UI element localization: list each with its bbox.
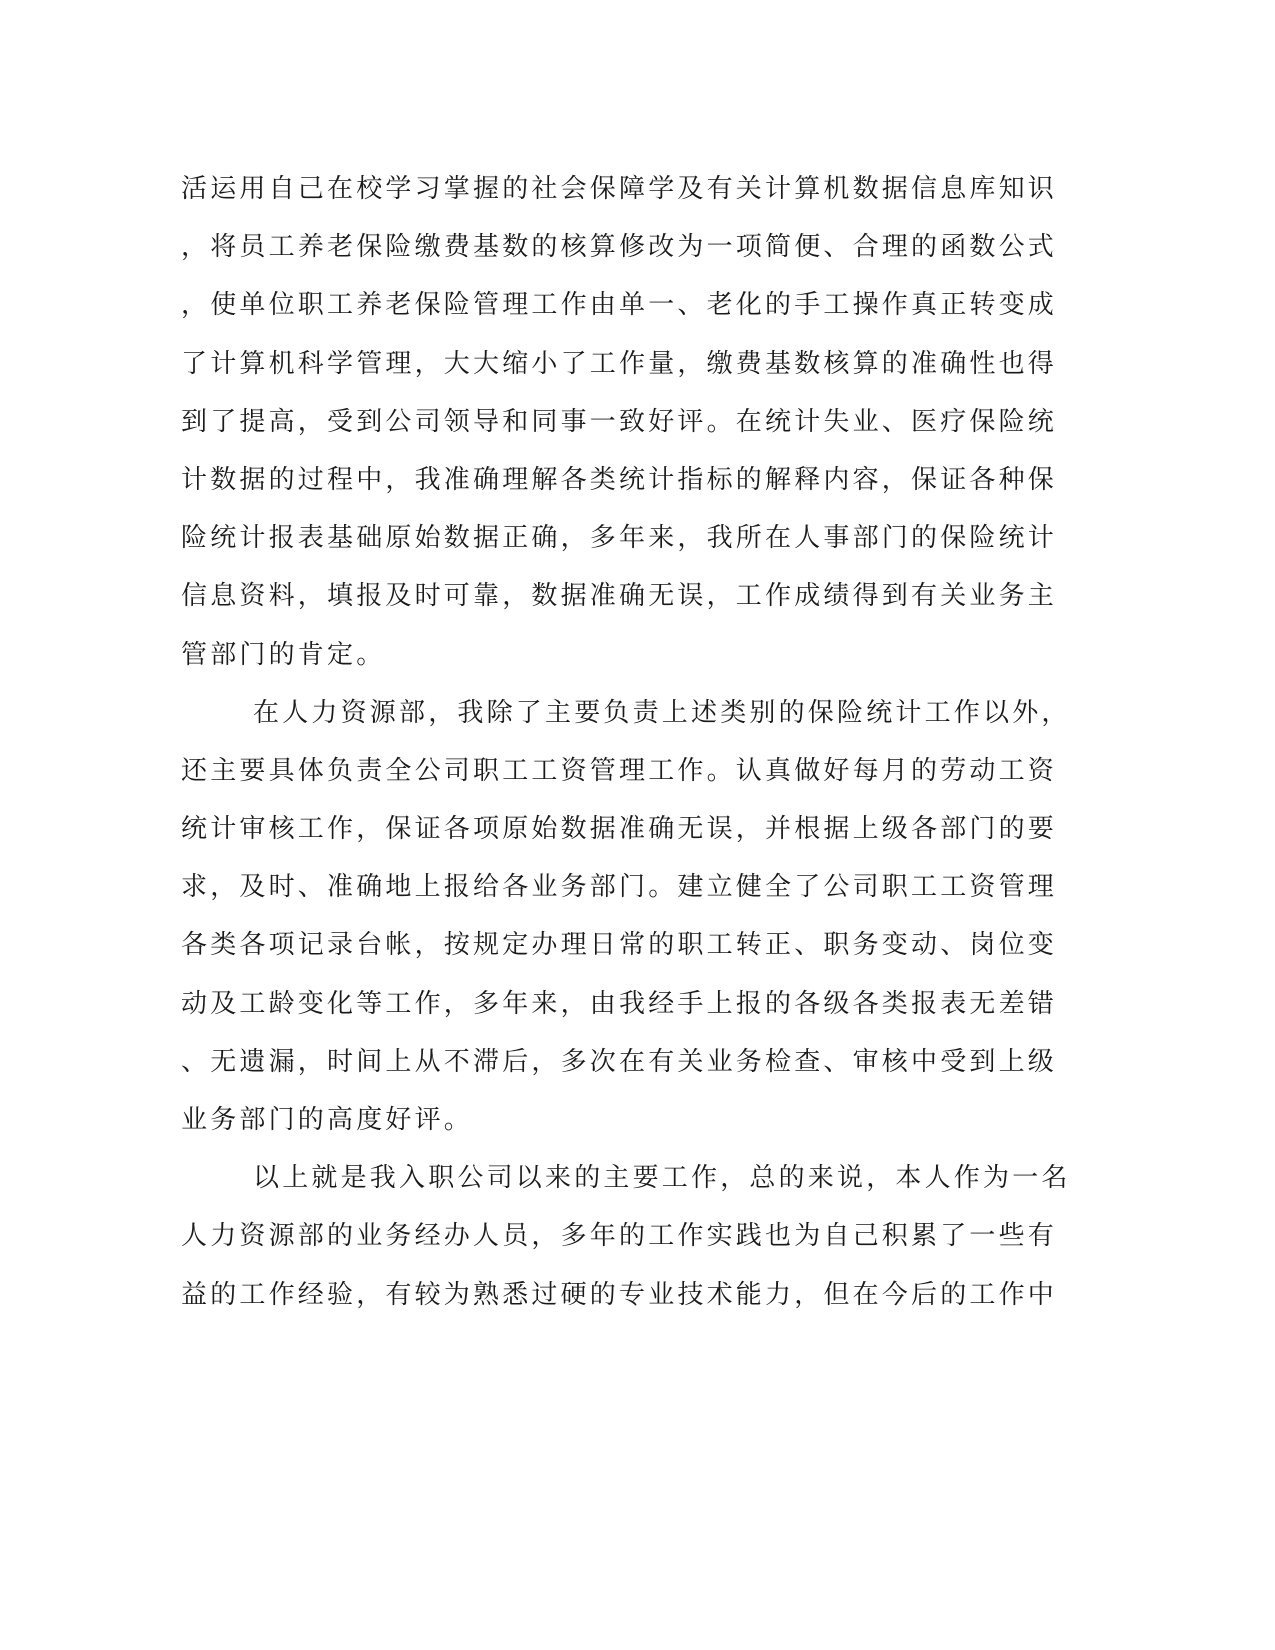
paragraph-start-line: 在人力资源部，我除了主要负责上述类别的保险统计工作以外， — [253, 697, 1071, 728]
text-line: 计数据的过程中，我准确理解各类统计指标的解释内容，保证各种保 — [181, 464, 1058, 495]
body-text — [181, 160, 1071, 1324]
text-line: 活运用自己在校学习掌握的社会保障学及有关计算机数据信息库知识 — [181, 174, 1058, 204]
text-line: 、无遗漏，时间上从不滞后，多次在有关业务检查、审核中受到上级 — [181, 1046, 1058, 1077]
text-line: 求，及时、准确地上报给各业务部门。建立健全了公司职工工资管理 — [181, 872, 1058, 903]
paragraph-start-line: 以上就是我入职公司以来的主要工作，总的来说，本人作为一名 — [253, 1163, 1071, 1194]
text-line: 信息资料，填报及时可靠，数据准确无误，工作成绩得到有关业务主 — [181, 581, 1058, 612]
text-line: 业务部门的高度好评。 — [181, 1105, 474, 1135]
text-line: 了计算机科学管理，大大缩小了工作量，缴费基数核算的准确性也得 — [181, 348, 1058, 379]
text-line: 各类各项记录台帐，按规定办理日常的职工转正、职务变动、岗位变 — [181, 930, 1058, 961]
text-line: 到了提高，受到公司领导和同事一致好评。在统计失业、医疗保险统 — [181, 406, 1058, 437]
text-line: 人力资源部的业务经办人员，多年的工作实践也为自己积累了一些有 — [181, 1221, 1058, 1252]
text-line: 险统计报表基础原始数据正确，多年来，我所在人事部门的保险统计 — [181, 523, 1058, 554]
text-line: 管部门的肯定。 — [181, 639, 386, 670]
text-line: 动及工龄变化等工作，多年来，由我经手上报的各级各类报表无差错 — [181, 988, 1058, 1019]
text-line: 益的工作经验，有较为熟悉过硬的专业技术能力，但在今后的工作中 — [181, 1279, 1058, 1310]
text-line: 还主要具体负责全公司职工工资管理工作。认真做好每月的劳动工资 — [181, 755, 1058, 786]
text-line: 统计审核工作，保证各项原始数据准确无误，并根据上级各部门的要 — [181, 814, 1058, 845]
text-line: ，将员工养老保险缴费基数的核算修改为一项简便、合理的函数公式 — [181, 232, 1058, 263]
text-line: ，使单位职工养老保险管理工作由单一、老化的手工操作真正转变成 — [181, 290, 1058, 321]
